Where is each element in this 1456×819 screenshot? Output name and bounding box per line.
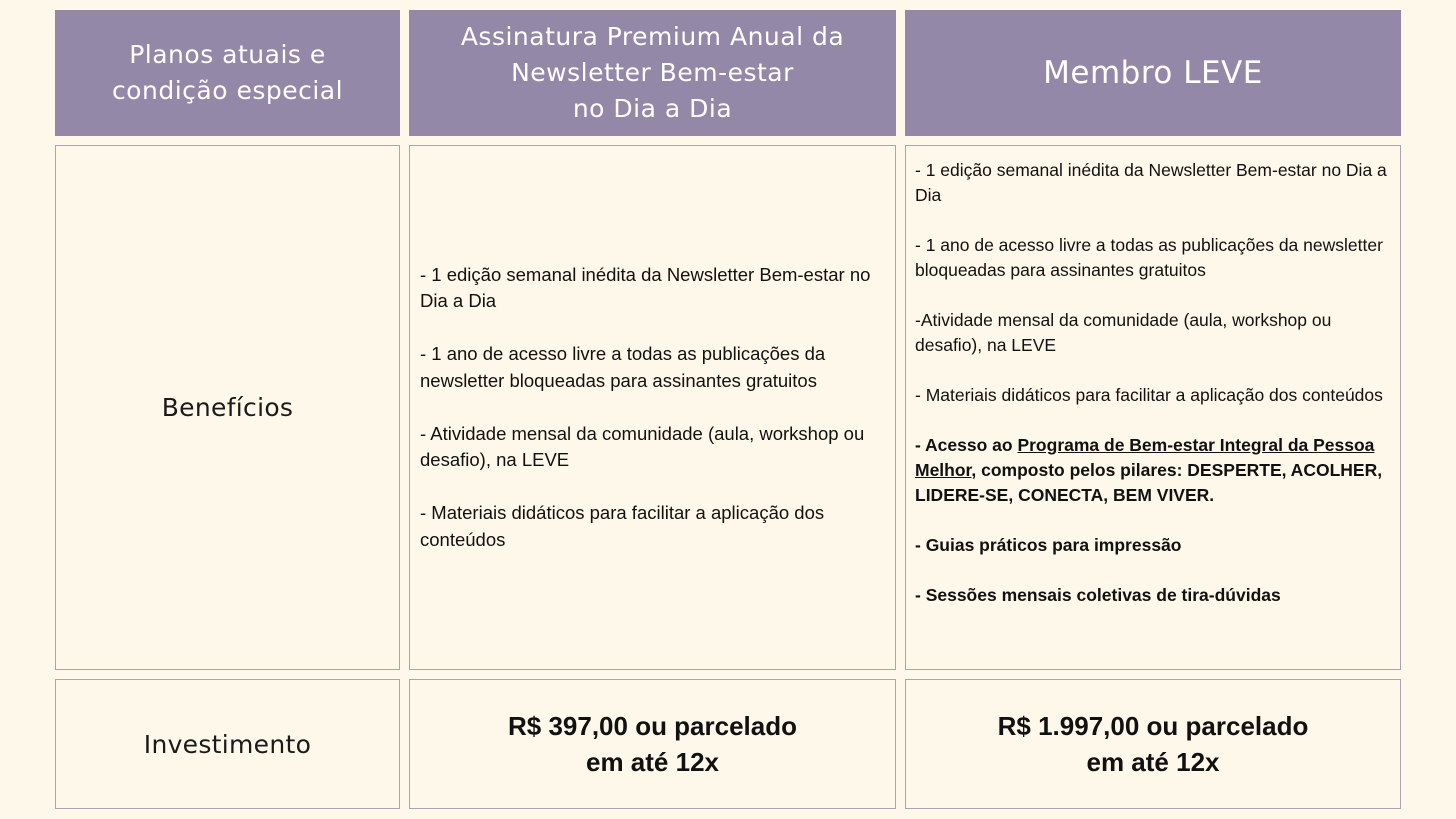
premium-benefit-item: - Atividade mensal da comunidade (aula, workshop ou desafio), na LEVE [420,422,865,471]
header-premium-title [461,19,844,127]
member-benefit-bold-item: - Guias práticos para impressão [915,535,1182,555]
member-program-item [915,433,1391,508]
member-price-line: em até 12x [1086,747,1220,777]
premium-price-line: em até 12x [586,747,719,777]
program-link[interactable]: Programa de Bem-estar Integral da Pessoa Melhor [915,435,1375,480]
premium-price-line: R$ 397,00 ou parcelado [507,711,798,741]
member-price [998,708,1309,780]
header-premium-cell [409,10,896,136]
member-benefits-cell [905,145,1401,670]
member-benefit-item: - Materiais didáticos para facilitar a aplicação dos conteúdos [915,385,1383,405]
header-plans-title: Planos atuais e condição especial [111,40,344,105]
member-price-cell [905,679,1401,809]
benefits-label-cell [55,145,400,670]
header-premium-line: Assinatura Premium Anual da [460,22,845,51]
member-program-prefix: - Acesso ao [915,435,1018,455]
member-benefit-item: - 1 edição semanal inédita da Newsletter Bem-estar no Dia a Dia [915,160,1387,205]
header-premium-line: no Dia a Dia [572,94,733,123]
header-premium-line: Newsletter Bem-estar [511,58,794,87]
premium-price-cell [409,679,896,809]
header-plans-cell [55,10,400,136]
member-program-suffix: , composto pelos pilares: DESPERTE, ACOLHER, LIDERE-SE, CONECTA, BEM VIVER. [915,460,1383,505]
member-benefit-bold-item: - Sessões mensais coletivas de tira-dúvidas [915,585,1281,605]
member-benefit-item: -Atividade mensal da comunidade (aula, workshop ou desafio), na LEVE [915,310,1332,355]
member-benefit-item: - 1 ano de acesso livre a todas as publicações da newsletter bloqueadas para assinantes gratuitos [915,235,1383,280]
benefits-row-label: Benefícios [161,393,294,422]
member-price-line: R$ 1.997,00 ou parcelado [997,711,1309,741]
investment-label-cell [55,679,400,809]
premium-benefit-item: - 1 edição semanal inédita da Newsletter Bem-estar no Dia a Dia [420,263,871,312]
premium-benefits-cell [409,145,896,670]
premium-price [508,708,797,780]
header-member-cell [905,10,1401,136]
header-member-title: Membro LEVE [1043,55,1263,91]
investment-row-label: Investimento [143,729,312,759]
premium-benefit-item: - Materiais didáticos para facilitar a aplicação dos conteúdos [420,502,825,550]
premium-benefit-item: - 1 ano de acesso livre a todas as publicações da newsletter bloqueadas para assinantes gratuitos [420,343,826,391]
